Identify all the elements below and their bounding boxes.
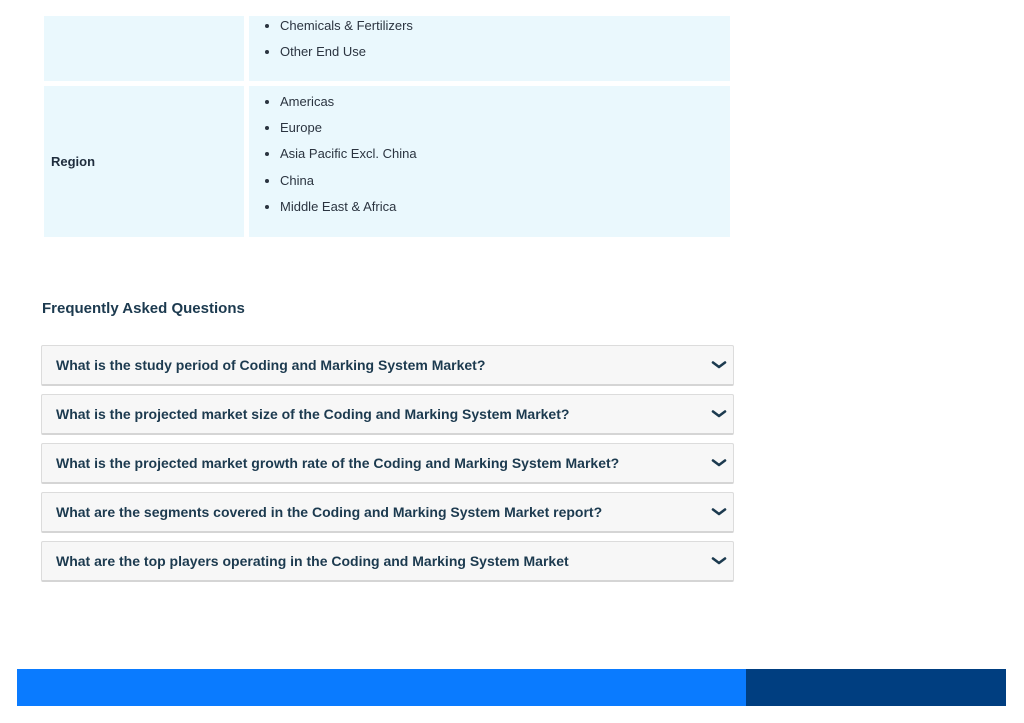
faq-question: What are the segments covered in the Coding and Marking System Market report? [56,504,603,520]
list-item: • Europe [280,115,730,141]
faq-question: What is the projected market size of the Coding and Marking System Market? [56,406,570,422]
faq-item[interactable] [41,394,734,435]
segment-label: Region [44,86,244,237]
list-item: • Americas [280,89,730,115]
faq-item[interactable] [41,345,734,386]
footer-bar-primary [17,669,746,706]
footer-bar [17,669,1006,706]
segmentation-table [44,16,730,242]
list-item: • China [280,168,730,194]
segment-values [249,86,730,237]
faq-item[interactable] [41,541,734,582]
faq-question: What is the projected market growth rate of the Coding and Marking System Market? [56,455,620,471]
footer-bar-secondary [746,669,1006,706]
list-item: • Other End Use [280,39,730,65]
segment-list [267,89,730,220]
chevron-down-icon[interactable] [711,358,727,372]
faq-item[interactable] [41,443,734,484]
faq-question: What is the study period of Coding and Marking System Market? [56,357,486,373]
list-item: • Middle East & Africa [280,194,730,220]
segment-row-end-use [44,16,730,81]
faq-title: Frequently Asked Questions [42,300,245,317]
list-item: • Chemicals & Fertilizers [280,13,730,39]
list-item: • Asia Pacific Excl. China [280,141,730,167]
faq-list [41,345,734,590]
chevron-down-icon[interactable] [711,554,727,568]
segment-label [44,16,244,81]
faq-question: What are the top players operating in the Coding and Marking System Market [56,553,569,569]
chevron-down-icon[interactable] [711,505,727,519]
segment-values [249,16,730,81]
faq-item[interactable] [41,492,734,533]
segment-row-region [44,86,730,237]
chevron-down-icon[interactable] [711,407,727,421]
segment-list [267,13,730,65]
chevron-down-icon[interactable] [711,456,727,470]
